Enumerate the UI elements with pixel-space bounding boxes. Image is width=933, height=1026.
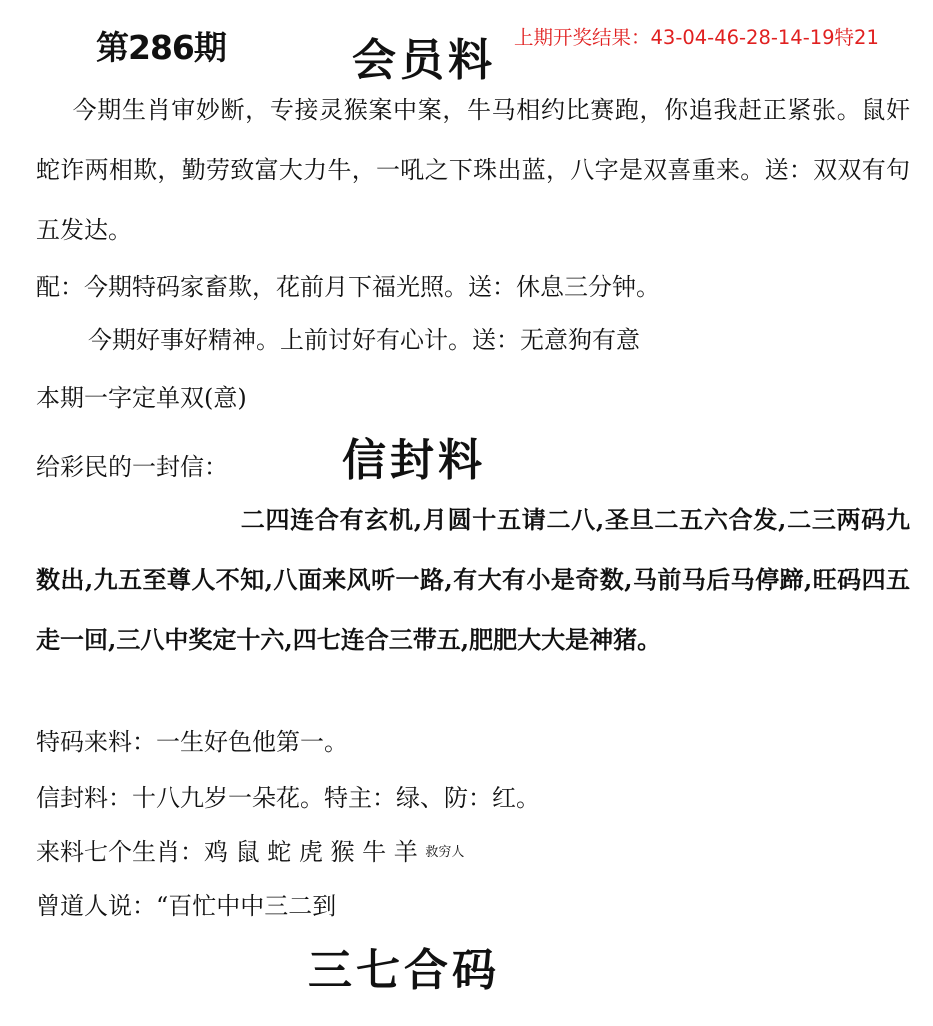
gei-line: 给彩民的一封信： [36,453,228,481]
zeng-line: 曾道人说：“百忙中中三二到 [36,892,337,920]
letter-paragraph [36,490,910,670]
poem-text: 今期生肖审妙断，专接灵猴案中案，牛马相约比赛跑，你追我赶正紧张。鼠奸蛇诈两相欺，勤劳致富大力牛，一吼之下珠出蓝，八字是双喜重来。送：双双有句五发达。 [36,96,910,244]
tema-line: 特码来料：一生好色他第一。 [36,728,348,756]
xinfeng-line: 信封料：十八九岁一朵花。特主：绿、防：红。 [36,784,540,812]
final-title: 三七合码 [308,945,500,996]
poem-paragraph [36,80,910,260]
laoliao-note: 救穷人 [425,845,465,860]
letter-text: 二四连合有玄机,月圆十五请二八,圣旦二五六合发,二三两码九数出,九五至尊人不知,八面来风听一路,有大有小是奇数,马前马后马停蹄,旺码四五走一回,三八中奖定十六,四七连合三带五,肥肥大大是神猪。 [36,505,910,654]
issue-number: 第286期 [96,28,226,67]
letter-title: 信封料 [342,435,486,486]
last-result: 上期开奖结果：43-04-46-28-14-19特21 [514,26,879,49]
pei-line: 配：今期特码家畜欺，花前月下福光照。送：休息三分钟。 [36,273,660,301]
laoliao-text: 来料七个生肖：鸡 鼠 蛇 虎 猴 牛 羊 [36,838,418,866]
jin-line: 今期好事好精神。上前讨好有心计。送：无意狗有意 [88,326,640,354]
member-title: 会员料 [352,35,496,86]
yizi-line: 本期一字定单双(意) [36,384,247,412]
laoliao-line [36,822,464,883]
